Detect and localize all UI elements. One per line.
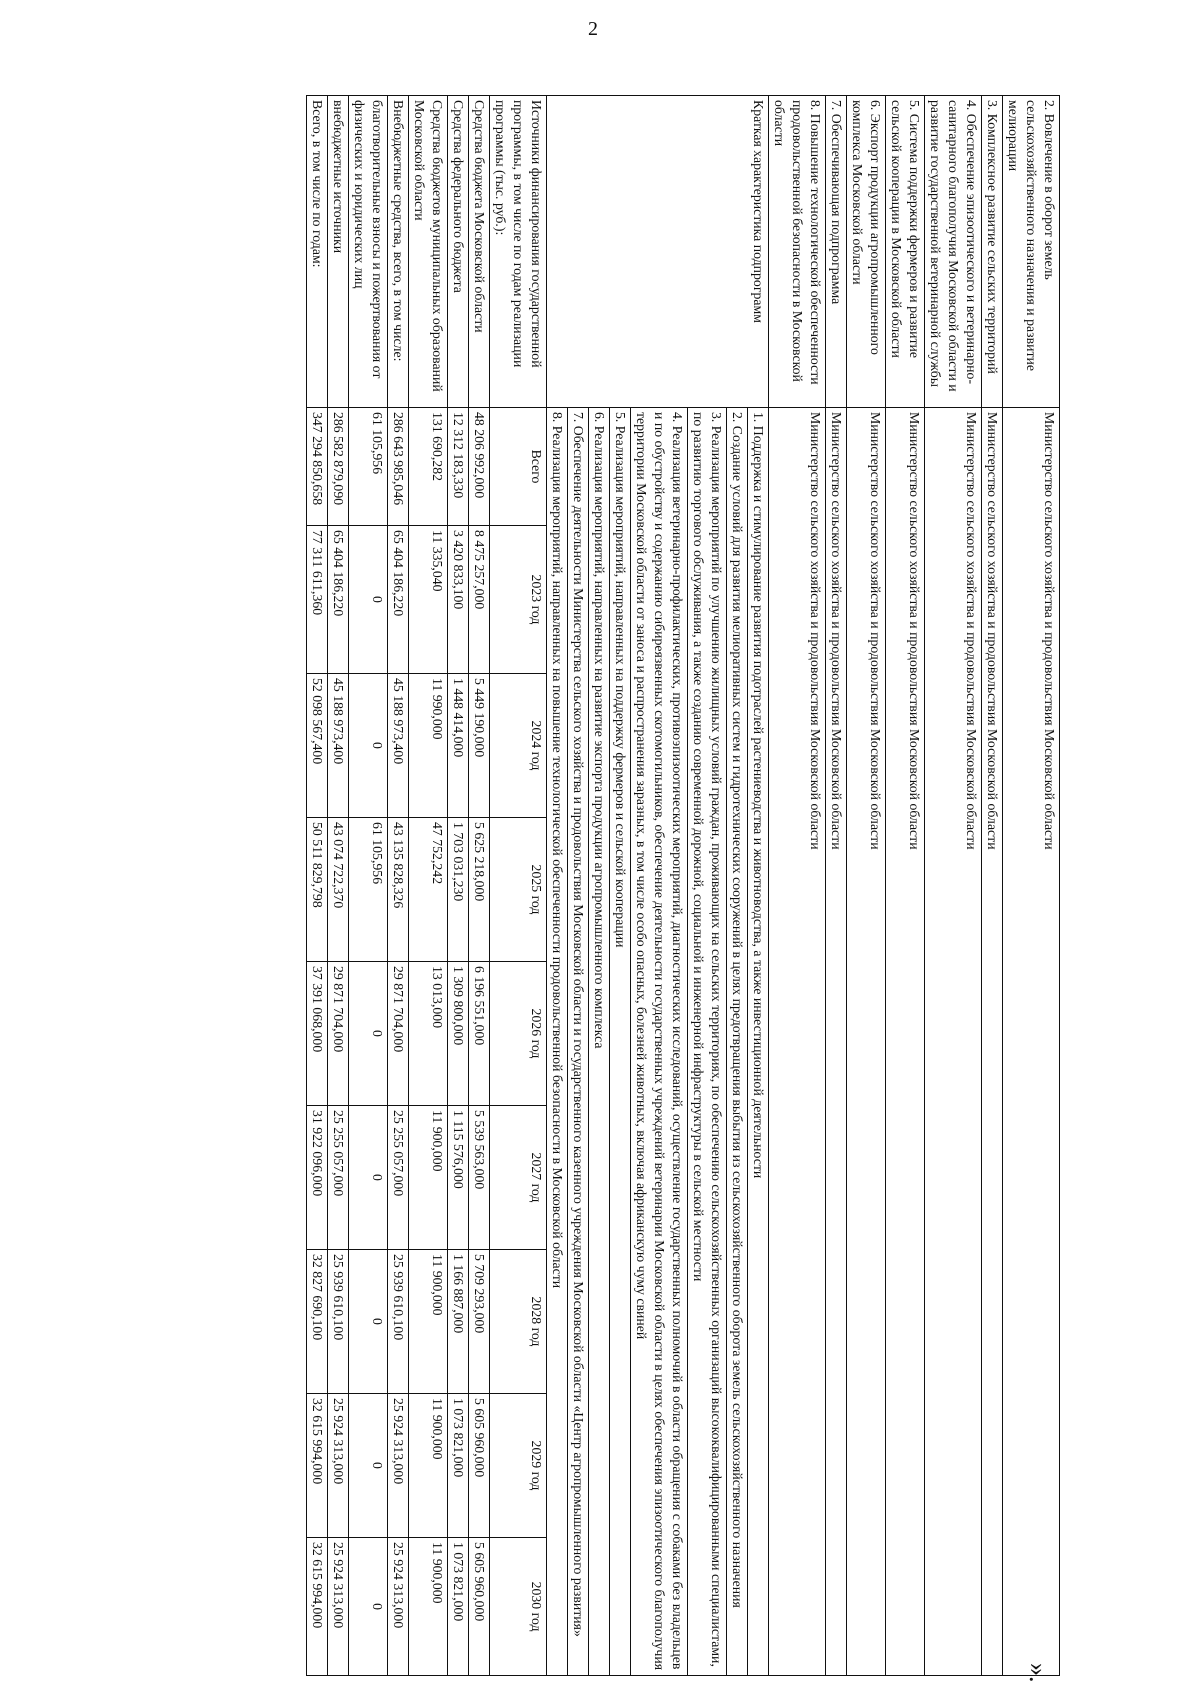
finance-value: 43 074 722,370 (328, 818, 349, 962)
finance-value: 37 391 068,000 (307, 962, 328, 1106)
characteristic-text: 5. Реализация мероприятий, направленных на поддержку фермеров и сельской кооперации (610, 408, 631, 1676)
subprogram-name: 4. Обеспечение эпизоотического и ветеринарно-санитарного благополучия Московской области и развитие государственной ветеринарной службы (925, 96, 982, 408)
finance-value: 25 924 313,000 (388, 1538, 409, 1676)
finance-column-header: 2023 год (490, 526, 547, 674)
finance-column-header: 2025 год (490, 818, 547, 962)
characteristic-text: 7. Обеспечение деятельности Министерства сельского хозяйства и продовольствия Московской области и государственного казенного учреждения Московской области «Центр агропромышленного развития» (568, 408, 589, 1676)
finance-value: 61 105,956 (349, 818, 388, 962)
finance-value: 11 900,000 (409, 1394, 448, 1538)
subprogram-name: 8. Повышение технологической обеспеченности продовольственной безопасности в Московской области (769, 96, 826, 408)
finance-column-header: 2026 год (490, 962, 547, 1106)
finance-value: 25 939 610,100 (388, 1250, 409, 1394)
subprogram-row (769, 96, 826, 1676)
finance-row-label: Средства бюджета Московской области (469, 96, 490, 408)
finance-value: 25 924 313,000 (328, 1394, 349, 1538)
finance-value: 47 752,242 (409, 818, 448, 962)
finance-value: 48 206 992,000 (469, 408, 490, 526)
finance-value: 25 939 610,100 (328, 1250, 349, 1394)
finance-value: 32 615 994,000 (307, 1394, 328, 1538)
finance-column-header: 2029 год (490, 1394, 547, 1538)
characteristic-label: Краткая характеристика подпрограмм (547, 96, 769, 408)
state-client: Министерство сельского хозяйства и продовольствия Московской области (925, 408, 982, 1676)
finance-row (448, 96, 469, 1676)
finance-value: 0 (349, 1250, 388, 1394)
finance-column-header: 2024 год (490, 674, 547, 818)
finance-value: 286 643 985,046 (388, 408, 409, 526)
state-client: Министерство сельского хозяйства и продовольствия Московской области (769, 408, 826, 1676)
finance-value: 45 188 973,400 (328, 674, 349, 818)
characteristic-text: 3. Реализация мероприятий по улучшению жилищных условий граждан, проживающих на сельских территориях, по обеспечению сельскохозяйственных организаций высококвалифицированными специалистами, по развитию торгового обслуживания, а также созданию современной дорожной, социальной и инженерной инфраструктуры в сельской местности (688, 408, 727, 1676)
finance-value: 32 615 994,000 (307, 1538, 328, 1676)
state-client: Министерство сельского хозяйства и продовольствия Московской области (982, 408, 1003, 1676)
finance-value: 1 448 414,000 (448, 674, 469, 818)
state-client: Министерство сельского хозяйства и продовольствия Московской области (1003, 408, 1060, 1676)
finance-row (328, 96, 349, 1676)
finance-value: 12 312 183,330 (448, 408, 469, 526)
finance-value: 52 098 567,400 (307, 674, 328, 818)
finance-value: 5 709 293,000 (469, 1250, 490, 1394)
finance-value: 5 539 563,000 (469, 1106, 490, 1250)
finance-label: Источники финансирования государственной программы, в том числе по годам реализации программы (тыс. руб.): (490, 96, 547, 408)
finance-row-label: внебюджетные источники (328, 96, 349, 408)
finance-row-label: благотворительные взносы и пожертвования от физических и юридических лиц (349, 96, 388, 408)
finance-value: 65 404 186,220 (328, 526, 349, 674)
subprogram-row (886, 96, 925, 1676)
subprogram-row (925, 96, 982, 1676)
finance-value: 6 196 551,000 (469, 962, 490, 1106)
finance-value: 1 166 887,000 (448, 1250, 469, 1394)
characteristic-row (748, 96, 769, 1676)
finance-row-label: Средства федерального бюджета (448, 96, 469, 408)
finance-value: 31 922 096,000 (307, 1106, 328, 1250)
characteristic-text: 4. Реализация ветеринарно-профилактических, противоэпизоотических мероприятий, диагностических исследований, осуществление государственных полномочий в области обращения с собаками без владельцев и по обустройству и содержанию сибиреязвенных скотомогильников, обеспечение деятельности государственных учреждений ветеринарии Московской области в целях обеспечения эпизоотического благополучия территории Московской области от заноса и распространения заразных, в том числе особо опасных, болезней животных, включая африканскую чуму свиней (631, 408, 688, 1676)
state-client: Министерство сельского хозяйства и продовольствия Московской области (886, 408, 925, 1676)
subprogram-name: 6. Экспорт продукции агропромышленного комплекса Московской области (847, 96, 886, 408)
finance-value: 25 255 057,000 (388, 1106, 409, 1250)
finance-value: 5 449 190,000 (469, 674, 490, 818)
finance-value: 5 605 960,000 (469, 1394, 490, 1538)
finance-value: 29 871 704,000 (328, 962, 349, 1106)
finance-value: 1 309 800,000 (448, 962, 469, 1106)
finance-row (388, 96, 409, 1676)
subprogram-row (826, 96, 847, 1676)
finance-value: 77 311 611,360 (307, 526, 328, 674)
finance-value: 25 924 313,000 (388, 1394, 409, 1538)
finance-value: 347 294 850,658 (307, 408, 328, 526)
finance-column-header: 2027 год (490, 1106, 547, 1250)
finance-value: 11 900,000 (409, 1106, 448, 1250)
finance-value: 1 073 821,000 (448, 1538, 469, 1676)
finance-value: 61 105,956 (349, 408, 388, 526)
finance-value: 0 (349, 962, 388, 1106)
finance-value: 25 924 313,000 (328, 1538, 349, 1676)
finance-column-header: Всего (490, 408, 547, 526)
finance-value: 0 (349, 526, 388, 674)
finance-row (349, 96, 388, 1676)
finance-header-row (490, 96, 547, 1676)
program-passport-table (306, 95, 1060, 1676)
finance-value: 1 703 031,230 (448, 818, 469, 962)
characteristic-text: 8. Реализация мероприятий, направленных на повышение технологической обеспеченности продовольственной безопасности в Московской области (547, 408, 568, 1676)
finance-row (469, 96, 490, 1676)
finance-row-label: Всего, в том числе по годам: (307, 96, 328, 408)
finance-row (307, 96, 328, 1676)
subprogram-row (982, 96, 1003, 1676)
characteristic-text: 1. Поддержка и стимулирование развития подотраслей растениеводства и животноводства, а также инвестиционной деятельности (748, 408, 769, 1676)
finance-value: 43 135 828,326 (388, 818, 409, 962)
finance-row-label: Средства бюджетов муниципальных образований Московской области (409, 96, 448, 408)
finance-value: 0 (349, 674, 388, 818)
finance-column-header: 2030 год (490, 1538, 547, 1676)
finance-row-label: Внебюджетные средства, всего, в том числе: (388, 96, 409, 408)
finance-value: 286 582 879,090 (328, 408, 349, 526)
finance-value: 11 335,040 (409, 526, 448, 674)
subprogram-row (1003, 96, 1060, 1676)
finance-value: 0 (349, 1106, 388, 1250)
subprogram-name: 3. Комплексное развитие сельских территорий (982, 96, 1003, 408)
finance-value: 32 827 690,100 (307, 1250, 328, 1394)
subprogram-name: 7. Обеспечивающая подпрограмма (826, 96, 847, 408)
finance-value: 0 (349, 1394, 388, 1538)
finance-value: 65 404 186,220 (388, 526, 409, 674)
finance-value: 3 420 833,100 (448, 526, 469, 674)
finance-value: 29 871 704,000 (388, 962, 409, 1106)
finance-value: 50 511 829,798 (307, 818, 328, 962)
finance-value: 1 073 821,000 (448, 1394, 469, 1538)
finance-value: 13 013,000 (409, 962, 448, 1106)
finance-value: 45 188 973,400 (388, 674, 409, 818)
finance-value: 11 900,000 (409, 1250, 448, 1394)
characteristic-text: 2. Создание условий для развития мелиоративных систем и гидротехнических сооружений в целях предотвращения выбытия из сельскохозяйственного оборота земель сельскохозяйственного назначения (727, 408, 748, 1676)
page-number: 2 (588, 18, 598, 40)
finance-column-header: 2028 год (490, 1250, 547, 1394)
state-client: Министерство сельского хозяйства и продовольствия Московской области (847, 408, 886, 1676)
finance-value: 11 990,000 (409, 674, 448, 818)
subprogram-name: 5. Система поддержки фермеров и развитие сельской кооперации в Московской области (886, 96, 925, 408)
finance-row (409, 96, 448, 1676)
finance-value: 11 900,000 (409, 1538, 448, 1676)
rotated-table-container (142, 95, 1060, 1675)
finance-value: 5 625 218,000 (469, 818, 490, 962)
closing-quote-mark: ». (1024, 1663, 1053, 1683)
finance-value: 0 (349, 1538, 388, 1676)
subprogram-row (847, 96, 886, 1676)
state-client: Министерство сельского хозяйства и продовольствия Московской области (826, 408, 847, 1676)
finance-value: 5 605 960,000 (469, 1538, 490, 1676)
finance-value: 8 475 257,000 (469, 526, 490, 674)
finance-value: 131 690,282 (409, 408, 448, 526)
subprogram-name: 2. Вовлечение в оборот земель сельскохозяйственного назначения и развитие мелиорации (1003, 96, 1060, 408)
finance-value: 25 255 057,000 (328, 1106, 349, 1250)
finance-value: 1 115 576,000 (448, 1106, 469, 1250)
characteristic-text: 6. Реализация мероприятий, направленных на развитие экспорта продукции агропромышленного комплекса (589, 408, 610, 1676)
